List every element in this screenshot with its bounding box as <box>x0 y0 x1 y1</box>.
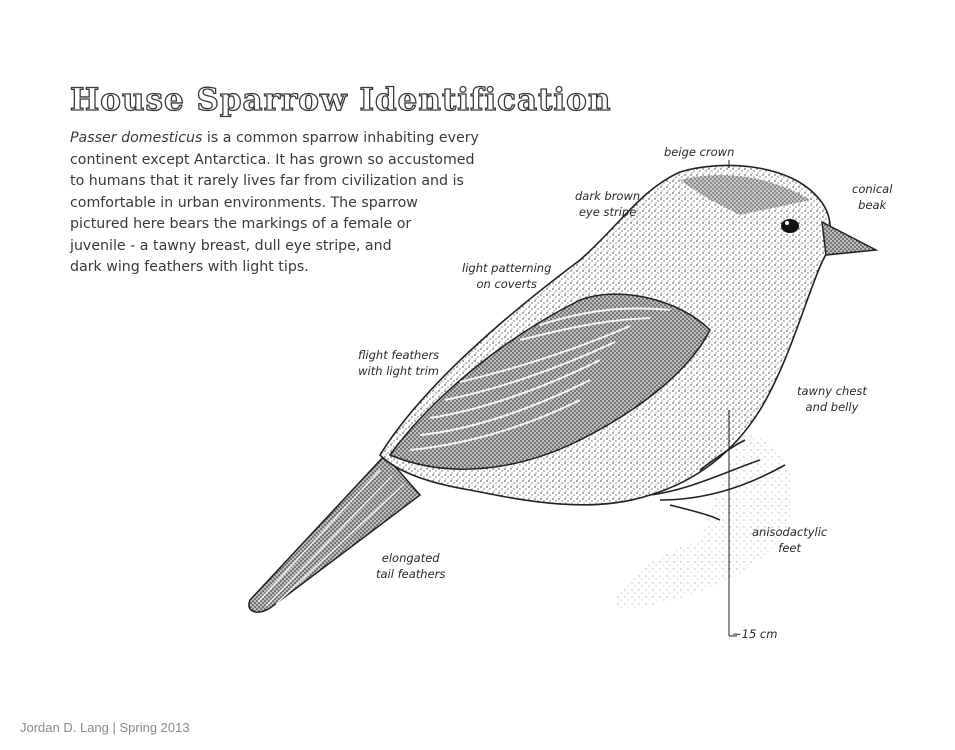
tail-feathers <box>249 455 420 612</box>
intro-line-4: comfortable in urban environments. The sparrow <box>70 194 418 211</box>
label-eye-stripe: dark brown eye stripe <box>575 189 641 219</box>
intro-line-5: pictured here bears the markings of a female or <box>70 216 412 232</box>
intro-line-6: juvenile - a tawny breast, dull eye stripe, and <box>70 237 392 254</box>
label-tail: elongated tail feathers <box>376 551 446 581</box>
latin-name: Passer domesticus <box>70 130 203 146</box>
label-tawny-chest: tawny chest and belly <box>797 384 867 414</box>
intro-paragraph <box>70 128 500 279</box>
label-scale: ~15 cm <box>732 627 778 641</box>
beak <box>822 222 876 255</box>
intro-line-7: dark wing feathers with light tips. <box>70 259 309 275</box>
page-title: House Sparrow Identification <box>70 82 612 118</box>
label-flight-feathers: flight feathers with light trim <box>358 348 440 378</box>
label-conical-beak: conical beak <box>852 182 893 212</box>
author-credit: Jordan D. Lang | Spring 2013 <box>20 720 190 735</box>
eye <box>781 219 799 233</box>
intro-line-1: Passer domesticus is a common sparrow inhabiting every <box>70 130 479 146</box>
label-beige-crown: beige crown <box>664 145 735 159</box>
intro-line-2: continent except Antarctica. It has grown so accustomed <box>70 151 475 168</box>
intro-line-3: to humans that it rarely lives far from civilization and is <box>70 173 464 189</box>
label-coverts: light patterning on coverts <box>462 261 552 291</box>
label-feet: anisodactylic feet <box>752 525 828 555</box>
